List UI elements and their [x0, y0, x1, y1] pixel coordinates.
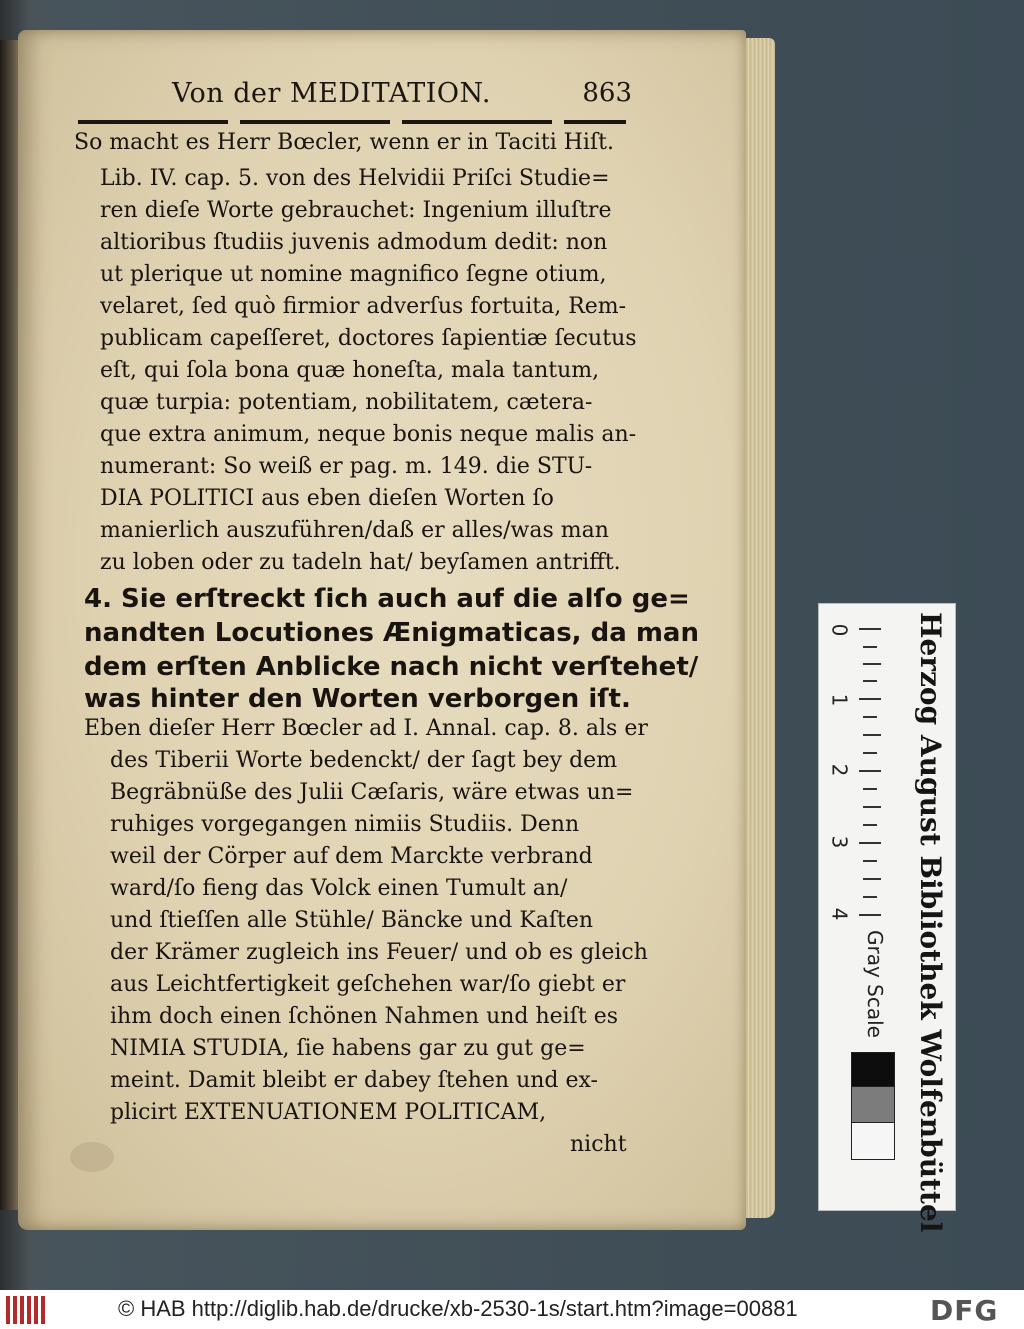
library-label: Herzog August Bibliothek Wolfenbüttel [914, 612, 947, 1233]
ruler-tick [859, 628, 881, 630]
gray-scale-label: Gray Scale [863, 930, 887, 1038]
ruler-tick [859, 698, 881, 700]
text-line: So macht es Herr Bœcler, wenn er in Taciti Hiſt. [74, 130, 614, 155]
ruler-tick [863, 663, 881, 665]
heading-line: dem erſten Anblicke nach nicht verſtehet/ [84, 652, 699, 682]
text-line: quæ turpia: potentiam, nobilitatem, cætera- [100, 390, 593, 415]
ruler-number: 2 [827, 763, 852, 777]
ruler-number: 3 [827, 835, 852, 849]
hab-logo-icon [6, 1296, 46, 1324]
page-number: 863 [582, 78, 632, 108]
ruler-tick [859, 914, 881, 916]
text-line: weil der Cörper auf dem Marckte verbrand [110, 844, 593, 869]
ruler-tick [863, 878, 881, 880]
gray-scale-card [818, 603, 956, 1233]
text-line: zu loben oder zu tadeln hat/ beyſamen antrifft. [100, 550, 621, 575]
ruler-tick [863, 734, 881, 736]
text-line: eſt, qui ſola bona quæ honeſta, mala tantum, [100, 358, 600, 383]
text-line: des Tiberii Worte bedenckt/ der ſagt bey dem [110, 748, 618, 773]
ruler-tick [863, 680, 877, 682]
gray-swatch [851, 1086, 895, 1124]
text-line: ward/ſo fieng das Volck einen Tumult an/ [110, 876, 568, 901]
text-line: Begräbnüße des Julii Cæſaris, wäre etwas un= [110, 780, 634, 805]
text-line: der Krämer zugleich ins Feuer/ und ob es gleich [110, 940, 648, 965]
text-line: Lib. IV. cap. 5. von des Helvidii Priſci Studie= [100, 166, 610, 191]
white-swatch [851, 1122, 895, 1160]
copyright-link[interactable]: © HAB http://diglib.hab.de/drucke/xb-2530-1s/start.htm?image=00881 [118, 1296, 798, 1321]
footer-bar [0, 1290, 1024, 1329]
text-line: ut plerique ut nomine magnifico ſegne otium, [100, 262, 607, 287]
ruler-tick [863, 896, 877, 898]
text-line: ihm doch einen ſchönen Nahmen und heiſt es [110, 1004, 619, 1029]
ruler-tick [859, 770, 881, 772]
text-line: plicirt EXTENUATIONEM POLITICAM, [110, 1100, 547, 1125]
ruler-number: 4 [827, 907, 852, 921]
ruler-tick [863, 824, 877, 826]
heading-line: 4. Sie erſtreckt ſich auch auf die alſo ge= [84, 584, 690, 614]
ruler-number: 0 [827, 623, 852, 637]
dfg-logo: DFG [930, 1294, 999, 1327]
ruler-tick [863, 788, 877, 790]
text-line: aus Leichtfertigkeit geſchehen war/ſo giebt er [110, 972, 626, 997]
text-line: manierlich auszuführen/daß er alles/was man [100, 518, 609, 543]
text-line: altioribus ſtudiis juvenis admodum dedit: non [100, 230, 608, 255]
running-title: Von der MEDITATION. [172, 78, 492, 109]
ruler-tick [863, 752, 877, 754]
ruler-tick [863, 716, 877, 718]
text-line: velaret, ſed quò firmior adverſus fortuita, Rem- [100, 294, 627, 319]
ruler-tick [863, 860, 877, 862]
text-line: publicam capeſſeret, doctores ſapientiæ ſecutus [100, 326, 637, 351]
text-line: meint. Damit bleibt er dabey ſtehen und ex- [110, 1068, 598, 1093]
text-line: numerant: So weiß er pag. m. 149. die STU- [100, 454, 593, 479]
ruler-tick [863, 646, 877, 648]
ruler [823, 614, 883, 934]
text-line: ren dieſe Worte gebrauchet: Ingenium illuſtre [100, 198, 612, 223]
header-rule [78, 120, 626, 124]
heading-line: was hinter den Worten verborgen iſt. [84, 684, 631, 714]
text-line: NIMIA STUDIA, ſie habens gar zu gut ge= [110, 1036, 586, 1061]
text-line: que extra animum, neque bonis neque malis an- [100, 422, 637, 447]
page-header [172, 78, 632, 114]
ruler-number: 1 [827, 693, 852, 707]
ruler-tick [863, 806, 881, 808]
black-swatch [851, 1052, 895, 1090]
text-line: Eben dieſer Herr Bœcler ad I. Annal. cap. 8. als er [84, 716, 648, 741]
paper-stain [70, 1142, 114, 1172]
text-line: DIA POLITICI aus eben dieſen Worten ſo [100, 486, 554, 511]
text-line: ruhiges vorgegangen nimiis Studiis. Denn [110, 812, 580, 837]
catchword: nicht [570, 1132, 627, 1157]
text-line: und ſtieſſen alle Stühle/ Bäncke und Kaſten [110, 908, 594, 933]
ruler-tick [859, 842, 881, 844]
heading-line: nandten Locutiones Ænigmaticas, da man [84, 618, 699, 648]
